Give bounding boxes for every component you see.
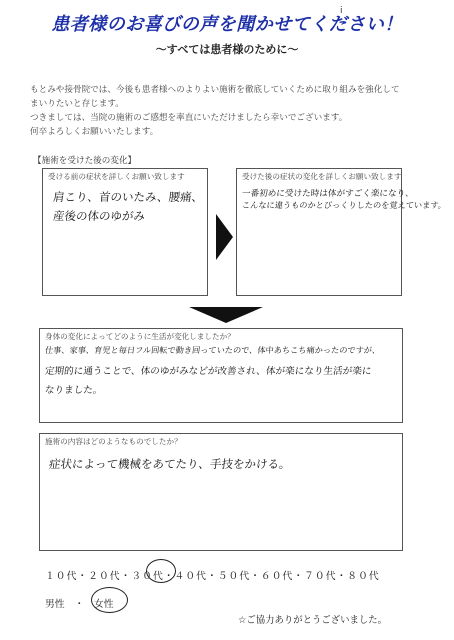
page-subtitle: ～すべては患者様のために～ bbox=[155, 43, 299, 56]
before-symptoms-prompt: 受ける前の症状を詳しくお願い致します bbox=[48, 172, 185, 181]
intro-text bbox=[30, 83, 430, 139]
before-symptoms-box[interactable] bbox=[42, 168, 208, 296]
life-change-answer: 定期的に通うことで、体のゆがみなどが改善され、体が楽になり生活が楽に bbox=[44, 366, 372, 377]
arrow-down-icon bbox=[189, 307, 263, 323]
after-symptoms-prompt: 受けた後の症状の変化を詳しくお願い致します bbox=[242, 172, 402, 181]
page-title: 患者様のお喜びの声を聞かせてください！ bbox=[51, 14, 403, 35]
before-symptoms-answer: 産後の体のゆがみ bbox=[52, 209, 146, 223]
thanks-message: ☆ご協力ありがとうございました。 bbox=[238, 615, 388, 626]
intro-line: 何卒よろしくお願いいたします。 bbox=[30, 127, 159, 137]
title-mark: i bbox=[340, 6, 343, 16]
gender-options[interactable]: 男性 ・ 女性 bbox=[45, 599, 114, 610]
life-change-box[interactable] bbox=[39, 328, 403, 423]
after-symptoms-answer: こんなに違うものかとびっくりしたのを覚えています。 bbox=[241, 200, 447, 210]
arrow-right-icon bbox=[216, 214, 233, 260]
selected-age-circle bbox=[146, 559, 176, 583]
intro-line: もとみや接骨院では、今後も患者様へのよりよい施術を徹底していくために取り組みを強化して bbox=[30, 85, 400, 95]
before-symptoms-answer: 肩こり、首のいたみ、腰痛、 bbox=[52, 190, 204, 204]
treatment-content-prompt: 施術の内容はどのようなものでしたか？ bbox=[45, 437, 182, 446]
life-change-prompt: 身体の変化によってどのように生活が変化しましたか？ bbox=[45, 332, 235, 341]
selected-gender-circle bbox=[91, 587, 128, 613]
after-symptoms-answer: 一番初めに受けた時は体がすごく楽になり、 bbox=[241, 189, 415, 199]
life-change-answer: なりました。 bbox=[44, 385, 103, 396]
life-change-answer: 仕事、家事、育児と毎日フル回転で動き回っていたので、体中あちこち痛かったのですが、 bbox=[44, 345, 381, 355]
intro-line: まいりたいと存じます。 bbox=[30, 99, 124, 109]
treatment-content-box[interactable] bbox=[39, 433, 403, 551]
section-label: 【施術を受けた後の変化】 bbox=[33, 156, 137, 166]
intro-line: つきましては、当院の施術のご感想を率直にいただけましたら幸いでございます。 bbox=[30, 113, 348, 123]
age-options[interactable]: １０代・２０代・３０代・４０代・５０代・６０代・７０代・８０代 bbox=[45, 571, 380, 582]
treatment-content-answer: 症状によって機械をあてたり、手技をかける。 bbox=[48, 457, 292, 471]
after-symptoms-box[interactable] bbox=[236, 168, 447, 296]
